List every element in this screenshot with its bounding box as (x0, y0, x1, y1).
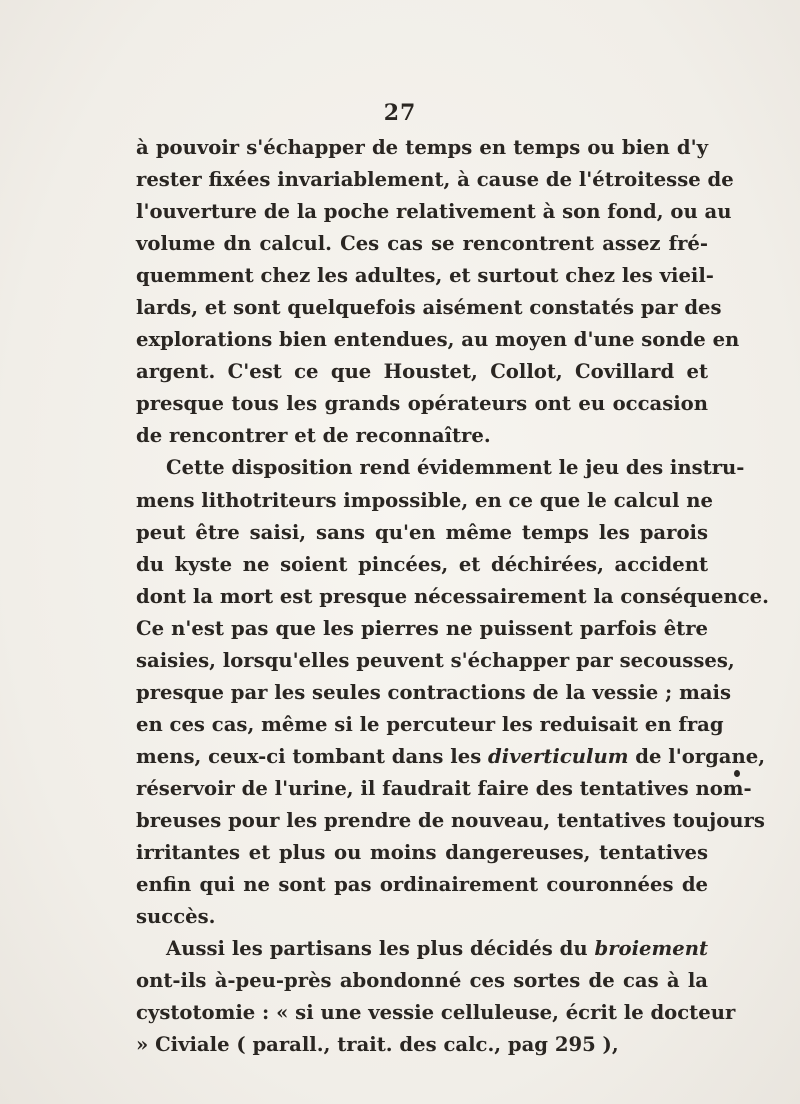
text-line: presque par les seules contractions de la vessie ; mais (136, 680, 732, 704)
text-line: de rencontrer et de reconnaître. (136, 424, 491, 448)
text-line: mens, ceux-ci tombant dans les diverticulum de l'organe, (136, 744, 766, 768)
text-line: du kyste ne soient pincées, et déchirées, accident (136, 552, 708, 576)
text-line: Ce n'est pas que les pierres ne puissent parfois être (136, 616, 708, 640)
text-line: volume dn calcul. Ces cas se rencontrent assez fré- (136, 232, 708, 256)
text-line: succès. (136, 905, 216, 929)
text-line: saisies, lorsqu'elles peuvent s'échapper par secousses, (136, 648, 735, 672)
text-line: irritantes et plus ou moins dangereuses, tentatives (136, 841, 708, 865)
text-line: rester fixées invariablement, à cause de l'étroitesse de (136, 168, 734, 192)
text-line: dont la mort est presque nécessairement la conséquence. (136, 584, 769, 608)
text-line: en ces cas, même si le percuteur les reduisait en frag (136, 712, 724, 736)
italic-term: broiement (594, 937, 708, 961)
text-line: mens lithotriteurs impossible, en ce que le calcul ne (136, 488, 713, 512)
page-number: 27 (383, 100, 417, 126)
italic-term: diverticulum (488, 744, 629, 768)
text-line: breuses pour les prendre de nouveau, tentatives toujours (136, 808, 765, 832)
text-line: peut être saisi, sans qu'en même temps les parois (136, 520, 708, 544)
text-line: argent. C'est ce que Houstet, Collot, Covillard et (136, 360, 708, 384)
text-line: enfin qui ne sont pas ordinairement couronnées de (136, 873, 708, 897)
text-line: cystotomie : « si une vessie celluleuse, écrit le docteur (136, 1001, 736, 1025)
ink-speck (734, 770, 740, 777)
text-line: ont-ils à-peu-près abondonné ces sortes de cas à la (136, 969, 708, 993)
text-line: presque tous les grands opérateurs ont eu occasion (136, 392, 708, 416)
paragraph-start-line: Aussi les partisans les plus décidés du broiement (166, 937, 708, 961)
body-text (136, 132, 769, 1061)
text-line: explorations bien entendues, au moyen d'une sonde en (136, 328, 740, 352)
text-line: à pouvoir s'échapper de temps en temps ou bien d'y (136, 136, 708, 159)
text-line: quemment chez les adultes, et surtout chez les vieil- (136, 264, 714, 288)
text-line: lards, et sont quelquefois aisément constatés par des (136, 296, 722, 320)
paragraph-start-line: Cette disposition rend évidemment le jeu des instru- (166, 456, 745, 480)
text-line: l'ouverture de la poche relativement à son fond, ou au (136, 200, 732, 224)
text-line: réservoir de l'urine, il faudrait faire des tentatives nom- (136, 776, 752, 800)
text-line: » Civiale ( parall., trait. des calc., pag 295 ), (136, 1033, 619, 1057)
